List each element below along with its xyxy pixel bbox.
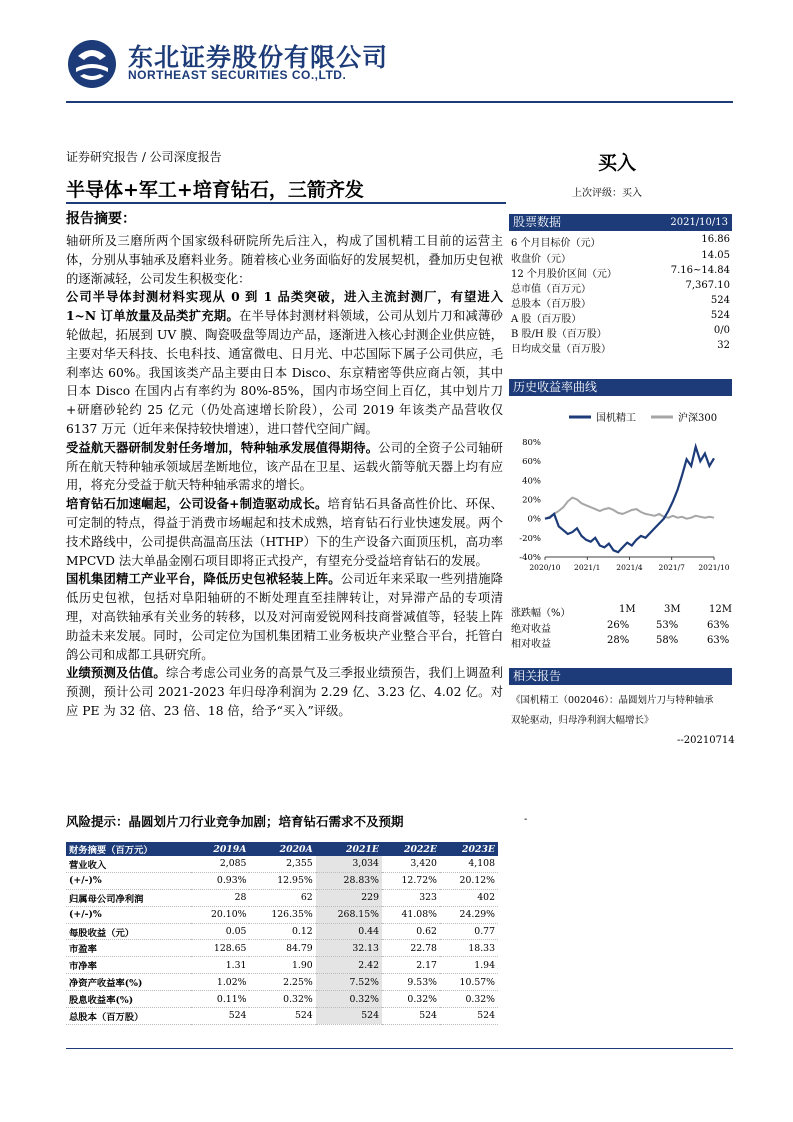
table-cell: 0.93% [191, 872, 249, 889]
stock-row: 总股本（百万股） 524 [511, 295, 730, 310]
table-cell: 0.32% [249, 991, 315, 1008]
table-row [66, 906, 498, 923]
stock-data-header [509, 214, 732, 231]
table-cell: 524 [191, 1008, 249, 1025]
table-cell: 7.52% [316, 974, 382, 991]
summary-label: 报告摘要： [66, 211, 136, 227]
table-cell: 0.32% [382, 991, 440, 1008]
paragraph: 培育钻石加速崛起，公司设备+制造驱动成长。培育钻石具备高性价比、环保、可定制的特点，得益于消费市场崛起和技术成熟，培育钻石行业快速发展。两个技术路线中，公司提供高温高压法（HTHP）下的生产设备六面顶压机，高功率 MPCVD 法大单晶金刚石项目即将正式投产，有望充分受益培育钻石的发展。 [66, 496, 503, 568]
x-tick-label: 2020/10 [529, 563, 561, 572]
table-cell: 2,085 [191, 856, 249, 872]
y-tick-label: 0% [527, 514, 541, 525]
table-cell: 2.17 [382, 957, 440, 974]
table-cell: 268.15% [316, 906, 382, 923]
stock-row: A 股（百万股） 524 [511, 310, 730, 325]
related-report-link[interactable]: 《国机精工（002046）：晶圆划片刀与特种轴承 [511, 695, 714, 706]
row-label: (+/-)% [66, 906, 191, 923]
x-tick-label: 2021/10 [698, 563, 730, 572]
footer-divider [66, 1048, 733, 1049]
history-chart [509, 400, 732, 585]
table-cell: 402 [440, 889, 498, 906]
paragraph: 轴研所及三磨所两个国家级科研院所先后注入，构成了国机精工目前的运营主体，分别从事轴承及磨料业务。随着核心业务面临好的发展契机，叠加历史包袱的逐渐减轻，公司发生积极变化： [66, 234, 503, 286]
table-cell: 524 [316, 1008, 382, 1025]
y-tick-label: 80% [522, 438, 541, 448]
row-label: 股息收益率(%) [66, 991, 191, 1008]
dash-mark: - [524, 814, 528, 825]
summary-body [66, 232, 503, 721]
table-cell: 0.05 [191, 923, 249, 940]
table-row [66, 1008, 498, 1025]
x-tick-label: 2021/7 [658, 563, 685, 572]
table-cell: 3,420 [382, 856, 440, 872]
table-cell: 0.11% [191, 991, 249, 1008]
table-cell: 128.65 [191, 940, 249, 957]
paragraph: 国机集团精工产业平台，降低历史包袱轻装上阵。公司近年来采取一些列措施降低历史包袱，包括对阜阳轴研的不断处理直至挂牌转让，对异滞产品的专项清理，对高铁轴承有关业务的转移，以及对河南爱锐网科技商誉减值等，轻装上阵助益未来发展。同时，公司定位为国机集团精工业务板块产业整合平台，托管白鸽公司和成都工具研究所。 [66, 571, 503, 662]
table-cell: 0.44 [316, 923, 382, 940]
table-cell: 32.13 [316, 940, 382, 957]
company-name-cn: 东北证券股份有限公司 [128, 43, 389, 72]
table-cell: 20.10% [191, 906, 249, 923]
company-name-en: NORTHEAST SECURITIES CO.,LTD. [128, 68, 347, 82]
y-tick-label: -20% [519, 533, 541, 544]
page-title: 半导体+军工+培育钻石，三箭齐发 [66, 179, 364, 201]
stock-row: 12 个月股价区间（元） 7.16~14.84 [511, 265, 730, 280]
table-cell: 18.33 [440, 940, 498, 957]
table-row [66, 974, 498, 991]
table-cell: 28 [191, 889, 249, 906]
row-label: 净资产收益率(%) [66, 974, 191, 991]
table-row [66, 889, 498, 906]
table-row [66, 856, 498, 872]
financial-summary-table [66, 842, 498, 1025]
table-cell: 12.95% [249, 872, 315, 889]
table-cell: 126.35% [249, 906, 315, 923]
table-cell: 12.72% [382, 872, 440, 889]
table-cell: 41.08% [382, 906, 440, 923]
table-cell: 524 [249, 1008, 315, 1025]
table-cell: 0.32% [316, 991, 382, 1008]
row-label: 归属母公司净利润 [66, 889, 191, 906]
table-row [66, 923, 498, 940]
title-divider [66, 202, 506, 204]
table-row [66, 991, 498, 1008]
table-cell: 22.78 [382, 940, 440, 957]
row-label: 总股本（百万股） [66, 1008, 191, 1025]
table-cell: 1.90 [249, 957, 315, 974]
stock-row: 6 个月目标价（元） 16.86 [511, 234, 730, 249]
table-cell: 1.02% [191, 974, 249, 991]
table-cell: 524 [440, 1008, 498, 1025]
table-row [66, 872, 498, 889]
table-cell: 28.83% [316, 872, 382, 889]
table-cell: 20.12% [440, 872, 498, 889]
related-report-link[interactable]: 双轮驱动，归母净利润大幅增长》 [511, 715, 654, 726]
table-header-row: 财务摘要（百万元） 2019A 2020A 2021E 2022E 2023E [66, 842, 498, 856]
y-tick-label: 60% [522, 457, 541, 468]
breadcrumb: 证券研究报告 / 公司深度报告 [66, 150, 222, 164]
table-cell: 0.62 [382, 923, 440, 940]
legend-label: 沪深300 [678, 413, 718, 424]
perf-header: 涨跌幅（%） 1M 3M 12M [511, 604, 732, 619]
table-cell: 84.79 [249, 940, 315, 957]
series-line-index [545, 498, 714, 519]
table-cell: 0.77 [440, 923, 498, 940]
y-tick-label: 20% [522, 495, 541, 506]
y-tick-label: 40% [522, 476, 541, 487]
paragraph: 业绩预测及估值。综合考虑公司业务的高景气及三季报业绩预告，我们上调盈利预测，预计公司 2021-2023 年归母净利润为 2.29 亿、3.23 亿、4.02 亿。对应 PE 为 32 倍、23 倍、18 倍，给予“买入”评级。 [66, 665, 503, 718]
stock-data-label: 股票数据 [513, 215, 562, 229]
table-row [66, 957, 498, 974]
company-logo-icon [66, 38, 118, 90]
related-header: 相关报告 [509, 668, 732, 685]
table-cell: 62 [249, 889, 315, 906]
x-tick-label: 2021/1 [574, 563, 601, 572]
table-cell: 9.53% [382, 974, 440, 991]
paragraph: 公司半导体封测材料实现从 0 到 1 品类突破，进入主流封测厂，有望进入 1~N 订单放量及品类扩充期。在半导体封测材料领域，公司从划片刀和减薄砂轮做起，拓展到 UV 膜、陶瓷吸盘等周边产品，逐渐进入核心封测企业供应链，主要对华天科技、长电科技、通富微电、日月光、中芯国际下属子公司供应，毛利率达 60%。我国该类产品主要由日本 Disco、东京精密等供应商占领，其中日本 Disco 在国内占有率约为 80%-85%，国内市场空间上百亿，其中划片刀+研磨砂轮约 25 亿元（仍处高速增长阶段），公司 2019 年该类产品营收仅 6137 万元（近年来保持较快增速），进口替代空间广阔。 [66, 289, 503, 436]
table-row [66, 940, 498, 957]
table-cell: 4,108 [440, 856, 498, 872]
table-cell: 10.57% [440, 974, 498, 991]
row-label: 每股收益（元） [66, 923, 191, 940]
table-cell: 1.94 [440, 957, 498, 974]
y-tick-label: -40% [519, 553, 541, 563]
stock-row: 总市值（百万元） 7,367.10 [511, 280, 730, 295]
header-divider [66, 101, 733, 103]
table-cell: 0.12 [249, 923, 315, 940]
stock-row: 收盘价（元） 14.05 [511, 250, 730, 265]
rating: 买入 [598, 152, 637, 174]
table-cell: 323 [382, 889, 440, 906]
perf-row: 相对收益 28% 58% 63% [511, 635, 730, 650]
table-cell: 0.32% [440, 991, 498, 1008]
row-label: (+/-)% [66, 872, 191, 889]
table-cell: 2.42 [316, 957, 382, 974]
stock-data-date: 2021/10/13 [670, 217, 728, 228]
related-report-date: --20210714 [677, 735, 735, 746]
table-cell: 24.29% [440, 906, 498, 923]
table-cell: 229 [316, 889, 382, 906]
stock-row: B 股/H 股（百万股） 0/0 [511, 325, 730, 340]
table-cell: 524 [382, 1008, 440, 1025]
stock-row: 日均成交量（百万股） 32 [511, 340, 730, 355]
history-header: 历史收益率曲线 [509, 379, 732, 396]
table-cell: 2.25% [249, 974, 315, 991]
row-label: 市净率 [66, 957, 191, 974]
x-tick-label: 2021/4 [616, 563, 643, 572]
table-cell: 3,034 [316, 856, 382, 872]
legend-label: 国机精工 [596, 413, 636, 424]
row-label: 市盈率 [66, 940, 191, 957]
table-cell: 1.31 [191, 957, 249, 974]
paragraph: 受益航天器研制发射任务增加，特种轴承发展值得期待。公司的全资子公司轴研所在航天特种轴承领域居垄断地位，该产品在卫星、运载火箭等航天器上均有应用，将充分受益于航天特种轴承需求的增长。 [66, 439, 503, 493]
table-cell: 2,355 [249, 856, 315, 872]
row-label: 营业收入 [66, 856, 191, 872]
previous-rating: 上次评级：买入 [572, 188, 642, 199]
perf-row: 绝对收益 26% 53% 63% [511, 620, 730, 635]
risk-warning: 风险提示：晶圆划片刀行业竞争加剧；培育钻石需求不及预期 [66, 814, 404, 829]
